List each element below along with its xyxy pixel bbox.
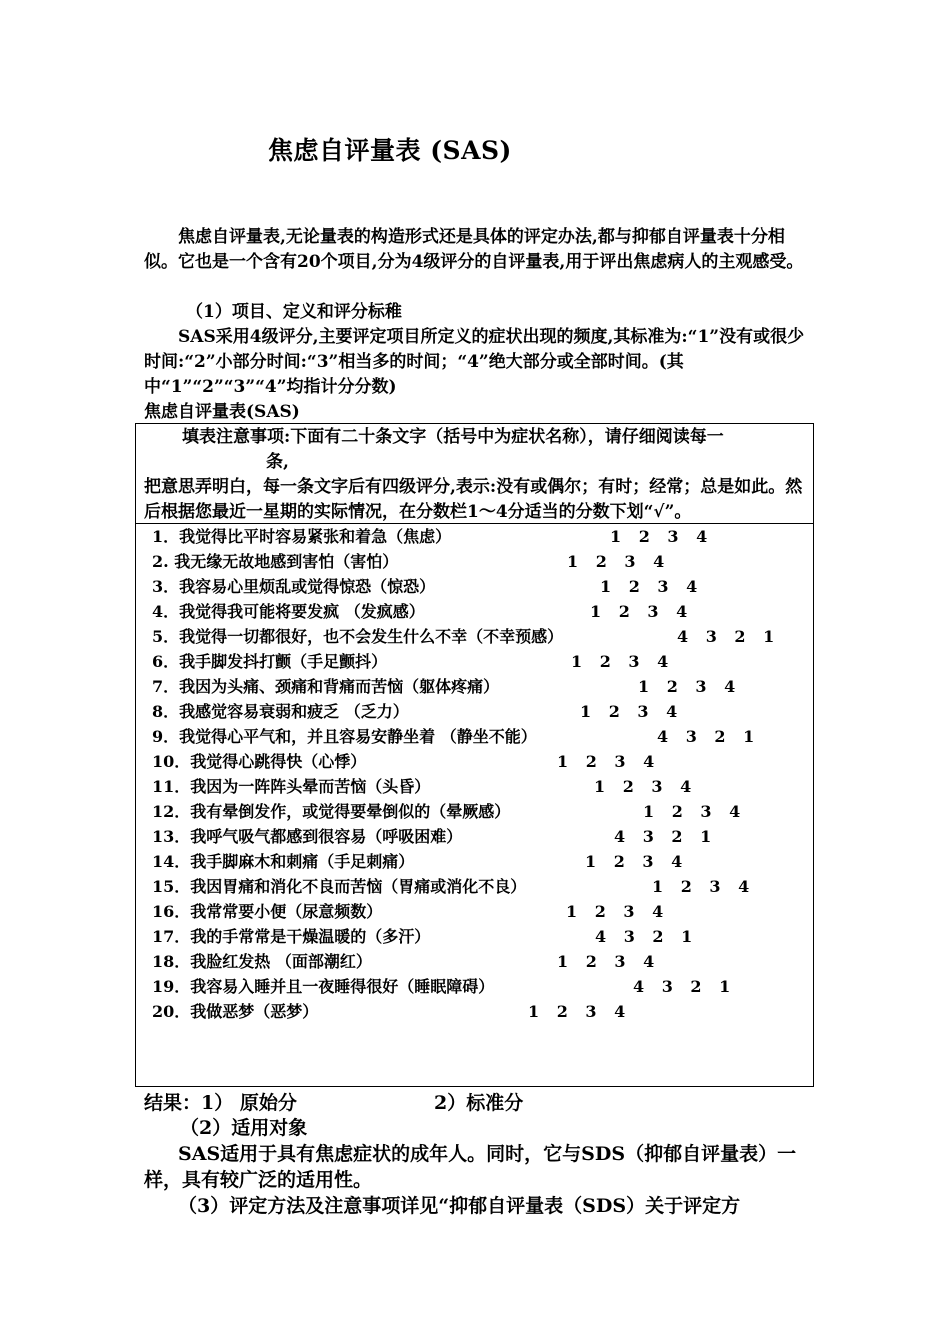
item-scores: 1 2 3 4 [580, 702, 678, 721]
section-1-heading: （1）项目、定义和评分标稚 [186, 302, 402, 322]
item-text: 18．我脸红发热 （面部潮红） [152, 952, 372, 971]
item-scores: 1 2 3 4 [557, 752, 655, 771]
section-2-heading: （2）适用对象 [180, 1117, 308, 1139]
item-text: 10．我觉得心跳得快（心悸） [152, 752, 367, 771]
item-text: 4．我觉得我可能将要发疯 （发疯感） [152, 602, 425, 621]
item-scores: 1 2 3 4 [652, 877, 750, 896]
applicable-paragraph: SAS适用于具有焦虑症状的成年人。同时，它与SDS（抑郁自评量表）一样，具有较广泛的适用性。 [144, 1143, 797, 1191]
item-scores: 1 2 3 4 [643, 802, 741, 821]
item-text: 12．我有晕倒发作，或觉得要晕倒似的（晕厥感） [152, 802, 511, 821]
item-scores: 1 2 3 4 [590, 602, 688, 621]
item-scores: 1 2 3 4 [594, 777, 692, 796]
item-text: 14．我手脚麻木和刺痛（手足刺痛） [152, 852, 415, 871]
item-text: 13．我呼气吸气都感到很容易（呼吸困难） [152, 827, 463, 846]
item-text: 3．我容易心里烦乱或觉得惊恐（惊恐） [152, 577, 436, 596]
result-standard-score-label: 2）标准分 [434, 1092, 524, 1114]
item-text: 20．我做恶梦（恶梦） [152, 1002, 319, 1021]
instructions-line-1: 填表注意事项:下面有二十条文字（括号中为症状名称），请仔细阅读每一 [182, 427, 724, 447]
item-text: 7．我因为头痛、颈痛和背痛而苦恼（躯体疼痛） [152, 677, 500, 696]
item-scores: 4 3 2 1 [657, 727, 755, 746]
item-scores: 1 2 3 4 [585, 852, 683, 871]
questionnaire-table [135, 423, 814, 1087]
item-text: 17．我的手常常是干燥温暖的（多汗） [152, 927, 431, 946]
item-scores: 1 2 3 4 [566, 902, 664, 921]
item-text: 19．我容易入睡并且一夜睡得很好（睡眠障碍） [152, 977, 495, 996]
item-text: 8．我感觉容易衰弱和疲乏 （乏力） [152, 702, 409, 721]
item-scores: 1 2 3 4 [600, 577, 698, 596]
instructions-line-1b: 条, [266, 452, 289, 472]
item-scores: 4 3 2 1 [614, 827, 712, 846]
scoring-paragraph: SAS采用4级评分,主要评定项目所定义的症状出现的频度,其标准为:“1”没有或很少时间:“2”小部分时间:“3”相当多的时间；“4”绝大部分或全部时间。(其中“1”“2”“3”“4”均指计分分数) [144, 327, 805, 397]
item-scores: 4 3 2 1 [633, 977, 731, 996]
item-text: 9．我觉得心平气和，并且容易安静坐着 （静坐不能） [152, 727, 537, 746]
item-scores: 1 2 3 4 [567, 552, 665, 571]
item-text: 15．我因胃痛和消化不良而苦恼（胃痛或消化不良） [152, 877, 527, 896]
result-line [144, 1090, 816, 1116]
item-scores: 1 2 3 4 [571, 652, 669, 671]
item-text: 1．我觉得比平时容易紧张和着急（焦虑） [152, 527, 452, 546]
intro-paragraph: 焦虑自评量表,无论量表的构造形式还是具体的评定办法,都与抑郁自评量表十分相似。它也是一个含有20个项目,分为4级评分的自评量表,用于评出焦虑病人的主观感受。 [144, 227, 804, 272]
table-caption: 焦虑自评量表(SAS) [144, 402, 300, 422]
instructions-cell [136, 424, 813, 524]
item-scores: 1 2 3 4 [557, 952, 655, 971]
item-scores: 1 2 3 4 [528, 1002, 626, 1021]
item-text: 16．我常常要小便（尿意频数） [152, 902, 383, 921]
item-text: 6．我手脚发抖打颤（手足颤抖） [152, 652, 388, 671]
result-raw-score-label: 结果：1） 原始分 [144, 1092, 297, 1114]
item-text: 2. 我无缘无故地感到害怕（害怕） [152, 552, 399, 571]
item-scores: 1 2 3 4 [610, 527, 708, 546]
section-3-paragraph: （3）评定方法及注意事项详见“抑郁自评量表（SDS）关于评定方 [178, 1195, 741, 1217]
document-title: 焦虑自评量表 (SAS) [268, 136, 512, 165]
item-text: 11．我因为一阵阵头晕而苦恼（头昏） [152, 777, 431, 796]
item-scores: 1 2 3 4 [638, 677, 736, 696]
item-scores: 4 3 2 1 [595, 927, 693, 946]
instructions-line-2: 把意思弄明白，每一条文字后有四级评分,表示:没有或偶尔；有时；经常；总是如此。然后根据您最近一星期的实际情况，在分数栏1～4分适当的分数下划“√”。 [144, 477, 803, 522]
item-text: 5．我觉得一切都很好，也不会发生什么不幸（不幸预感） [152, 627, 564, 646]
item-scores: 4 3 2 1 [677, 627, 775, 646]
